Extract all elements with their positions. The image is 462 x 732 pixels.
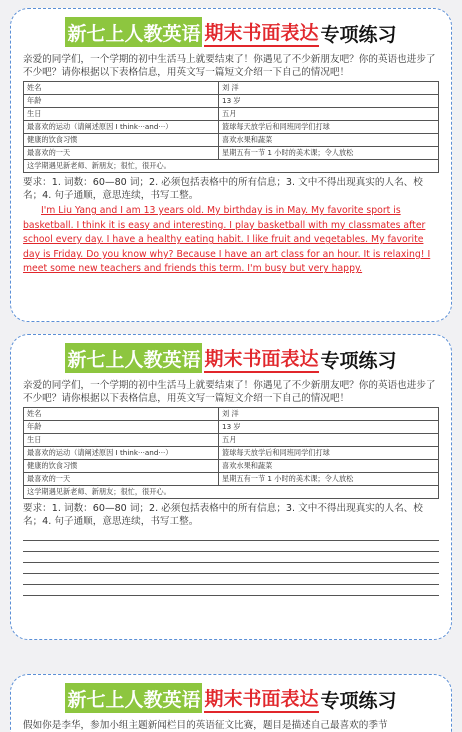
table-note: 这学期遇见新老师、新朋友；很忙，很开心。	[24, 160, 439, 173]
table-key: 姓名	[24, 82, 219, 95]
table-key: 健康的饮食习惯	[24, 460, 219, 473]
table-key: 生日	[24, 434, 219, 447]
title-part-green: 新七上人教英语	[65, 343, 202, 373]
page-title	[23, 681, 439, 713]
table-key: 生日	[24, 108, 219, 121]
title-part-black: 专项练习	[320, 690, 397, 712]
prompt-intro: 亲爱的同学们，一个学期的初中生活马上就要结束了！你遇见了不少新朋友吧？你的英语也进步了不少吧？请你根据以下表格信息，用英文写一篇短文介绍一下自己的情况吧！	[23, 54, 436, 78]
title-part-red: 期末书面表达	[204, 684, 318, 713]
table-key: 最喜欢的一天	[24, 147, 219, 160]
prompt-intro: 假如你是李华，参加小组主题新闻栏目的英语征文比赛，题目是描述自己最喜欢的季节	[23, 720, 388, 731]
info-table	[23, 81, 439, 173]
table-row	[24, 473, 439, 486]
table-row	[24, 160, 439, 173]
writing-line[interactable]	[23, 585, 439, 596]
table-value: 星期五有一节 1 小时的美术课；令人放松	[219, 473, 439, 486]
table-value: 刘 洋	[219, 82, 439, 95]
writing-lines[interactable]	[23, 530, 439, 596]
info-table	[23, 407, 439, 499]
requirements: 要求：1. 词数：60—80 词；2. 必须包括表格中的所有信息；3. 文中不得出现真实的人名、校名；4. 句子通顺，意思连续，书写工整。	[23, 503, 423, 527]
table-value: 五月	[219, 434, 439, 447]
table-value: 五月	[219, 108, 439, 121]
table-row	[24, 460, 439, 473]
title-part-green: 新七上人教英语	[65, 17, 202, 47]
model-essay: I'm Liu Yang and I am 13 years old. My birthday is in May. My favorite sport is basketball. I think it is easy and interesting. I play basketball with my classmates after school every day. I have a healthy eating habit. I like fruit and vegetables. My favorite day is Friday. Do you know why? Because I have an art class for an hour. It is relaxing! I meet some new teachers and friends this term. I'm busy but very happy.	[23, 205, 431, 275]
table-row	[24, 95, 439, 108]
requirements: 要求：1. 词数：60—80 词；2. 必须包括表格中的所有信息；3. 文中不得出现真实的人名、校名；4. 句子通顺，意思连续，书写工整。	[23, 177, 423, 201]
table-key: 健康的饮食习惯	[24, 134, 219, 147]
table-row	[24, 421, 439, 434]
table-key: 最喜欢的运动（请阐述原因 I think···and···）	[24, 447, 219, 460]
writing-line[interactable]	[23, 541, 439, 552]
table-row	[24, 447, 439, 460]
table-key: 最喜欢的运动（请阐述原因 I think···and···）	[24, 121, 219, 134]
table-value: 刘 洋	[219, 408, 439, 421]
table-value: 篮球每天放学后和同班同学们打球	[219, 121, 439, 134]
writing-line[interactable]	[23, 563, 439, 574]
table-row	[24, 486, 439, 499]
table-row	[24, 134, 439, 147]
table-row	[24, 82, 439, 95]
table-row	[24, 434, 439, 447]
table-value: 13 岁	[219, 95, 439, 108]
page-title	[23, 15, 439, 47]
writing-line[interactable]	[23, 552, 439, 563]
page-title	[23, 341, 439, 373]
title-part-black: 专项练习	[320, 350, 397, 372]
table-key: 年龄	[24, 421, 219, 434]
writing-line[interactable]	[23, 574, 439, 585]
table-key: 最喜欢的一天	[24, 473, 219, 486]
table-value: 喜欢水果和蔬菜	[219, 460, 439, 473]
table-value: 篮球每天放学后和同班同学们打球	[219, 447, 439, 460]
table-row	[24, 408, 439, 421]
title-part-red: 期末书面表达	[204, 18, 318, 47]
exercise-card-answer	[10, 8, 452, 322]
title-part-red: 期末书面表达	[204, 344, 318, 373]
table-row	[24, 121, 439, 134]
table-value: 星期五有一节 1 小时的美术课；令人放松	[219, 147, 439, 160]
exercise-card-next	[10, 674, 452, 732]
table-row	[24, 147, 439, 160]
title-part-green: 新七上人教英语	[65, 683, 202, 713]
table-value: 13 岁	[219, 421, 439, 434]
table-key: 姓名	[24, 408, 219, 421]
prompt-intro: 亲爱的同学们，一个学期的初中生活马上就要结束了！你遇见了不少新朋友吧？你的英语也进步了不少吧？请你根据以下表格信息，用英文写一篇短文介绍一下自己的情况吧！	[23, 380, 436, 404]
table-key: 年龄	[24, 95, 219, 108]
table-value: 喜欢水果和蔬菜	[219, 134, 439, 147]
table-note: 这学期遇见新老师、新朋友；很忙，很开心。	[24, 486, 439, 499]
title-part-black: 专项练习	[320, 24, 397, 46]
exercise-card-blank	[10, 334, 452, 640]
table-row	[24, 108, 439, 121]
writing-line[interactable]	[23, 530, 439, 541]
